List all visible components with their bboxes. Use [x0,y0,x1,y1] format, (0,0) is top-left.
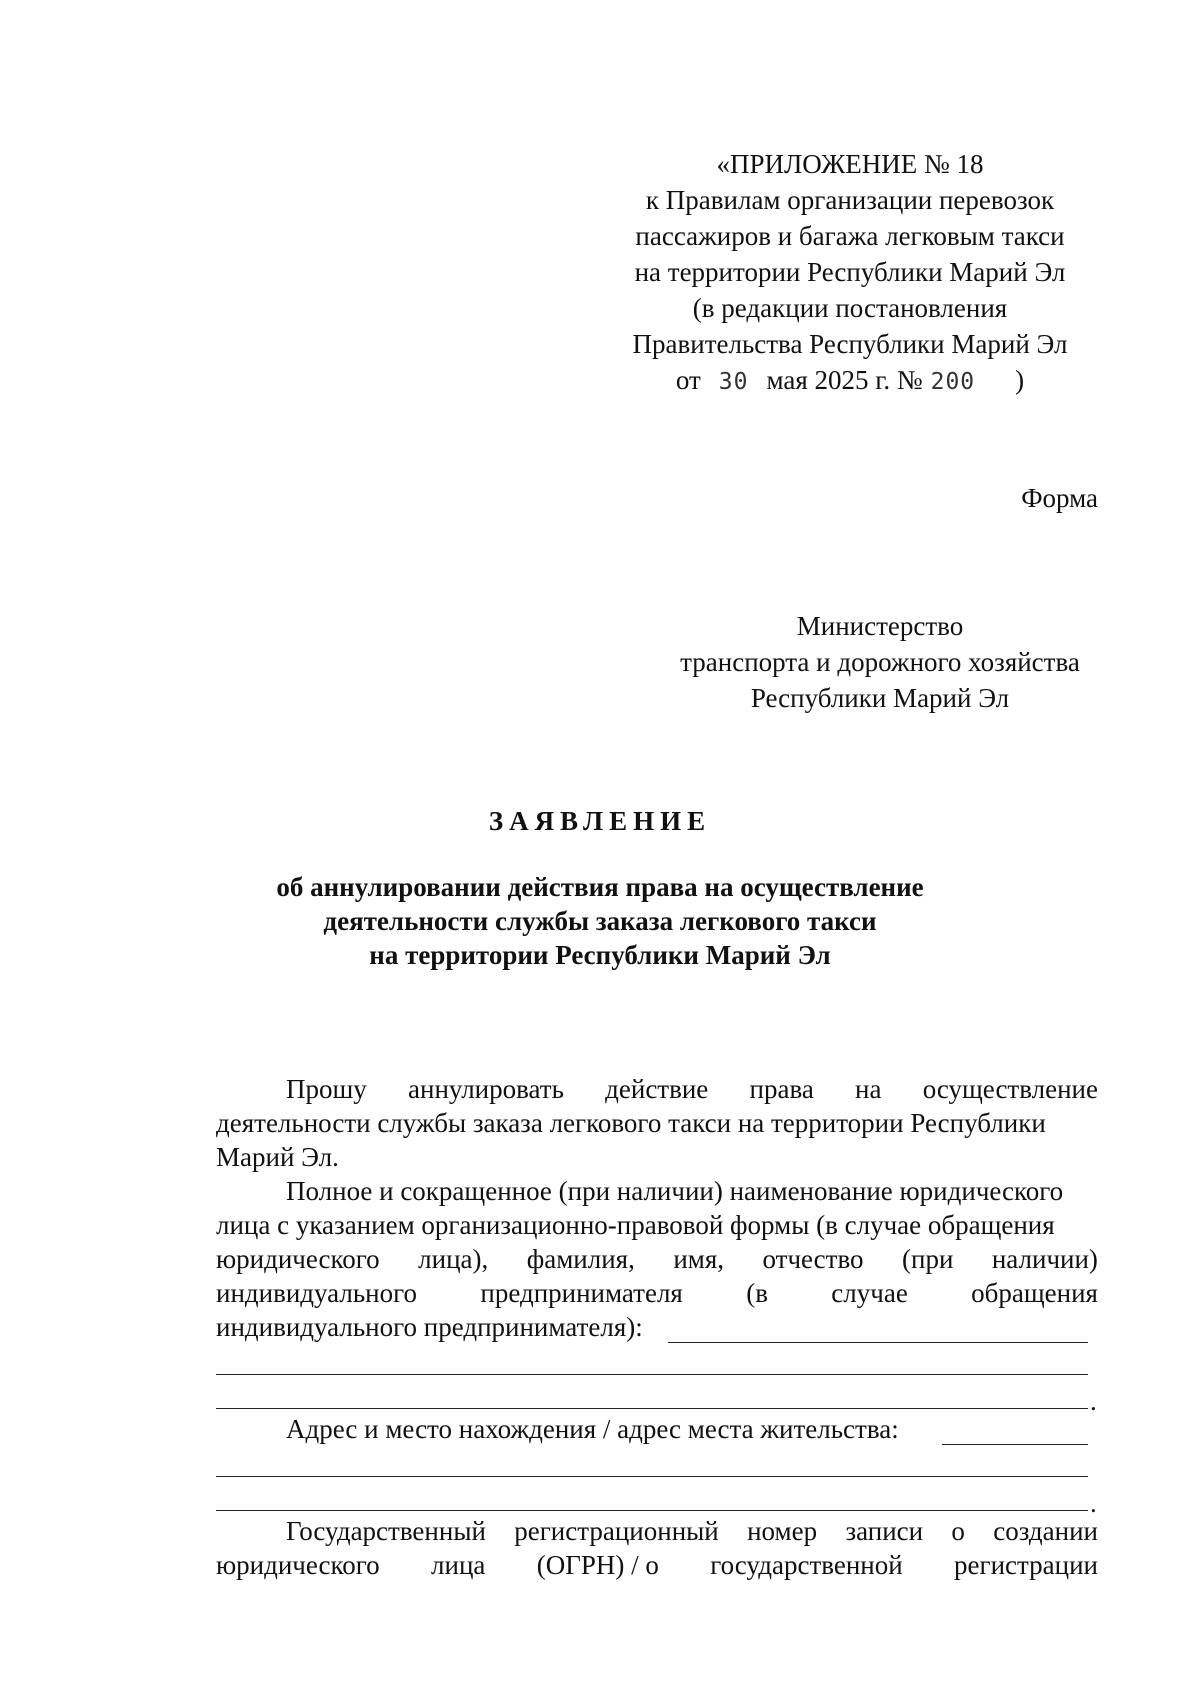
word: государственной [710,1550,903,1580]
name-field-line-2[interactable] [216,1374,1088,1375]
word: Государственный [286,1516,486,1546]
address-field-period: . [1090,1488,1097,1518]
address-field-line-3[interactable] [216,1510,1088,1511]
date-middle: мая 2025 г. № [766,365,923,395]
name-field-period: . [1090,1386,1097,1416]
word: предпринимателя [480,1278,683,1308]
paragraph-1-line-1 [286,1072,1098,1106]
word: права [749,1074,814,1104]
word: имя, [673,1244,725,1274]
addressee-line: транспорта и дорожного хозяйства [680,647,1080,677]
addressee-block [650,608,1110,716]
paragraph-2-line-5 [216,1310,643,1344]
subtitle-line: деятельности службы заказа легкового такси [323,906,877,936]
word: создании [993,1516,1098,1546]
word: случае [831,1278,908,1308]
word: наличии) [991,1244,1098,1274]
address-field-label: Адрес и место нахождения / адрес места жительства: [286,1414,899,1444]
address-field-line-2[interactable] [216,1476,1088,1477]
addressee-line: Министерство [796,611,964,641]
subtitle-line: об аннулировании действия права на осуществление [276,872,924,902]
document-title: ЗАЯВЛЕНИЕ [488,806,712,836]
name-field-label: индивидуального предпринимателя): [216,1312,643,1342]
document-subtitle [200,870,1000,972]
word: о [951,1516,965,1546]
address-field-line-1[interactable] [942,1444,1088,1445]
paragraph-2-line-4 [216,1276,1098,1310]
paragraph-4-line-2 [216,1548,1098,1582]
word: на [855,1074,882,1104]
word: юридического [216,1244,380,1274]
paragraph-1-line-2: деятельности службы заказа легкового такси на территории Республики [216,1108,1046,1138]
word: лица [431,1550,486,1580]
paragraph-2-line-1: Полное и сокращенное (при наличии) наименование юридического [286,1176,1064,1206]
word: аннулировать [408,1074,564,1104]
word: фамилия, [526,1244,635,1274]
appendix-line: к Правилам организации перевозок [645,185,1055,215]
paragraph-2-line-3 [216,1242,1098,1276]
word: записи [845,1516,924,1546]
word: (ОГРН) / о [536,1550,659,1580]
word: юридического [216,1550,380,1580]
form-label: Форма [1021,483,1098,513]
word: обращения [971,1278,1098,1308]
appendix-line: пассажиров и багажа легковым такси [635,221,1065,251]
word: регистрационный [514,1516,719,1546]
appendix-date-line [600,362,1100,400]
appendix-block [600,146,1100,400]
word: индивидуального [216,1278,418,1308]
name-field-line-3[interactable] [216,1408,1088,1409]
appendix-line: (в редакции постановления [692,293,1008,323]
word: лица), [418,1244,489,1274]
word: осуществление [922,1074,1098,1104]
paragraph-2-line-2: лица с указанием организационно-правовой формы (в случае обращения [216,1210,1055,1240]
paragraph-4-line-1 [286,1514,1098,1548]
word: действие [605,1074,709,1104]
addressee-line: Республики Марий Эл [750,683,1010,713]
paragraph-1-line-3: Марий Эл. [216,1142,339,1172]
word: (в [746,1278,768,1308]
date-suffix: ) [1015,365,1025,395]
date-prefix: от [675,365,701,395]
word: номер [747,1516,818,1546]
appendix-title: «ПРИЛОЖЕНИЕ № 18 [716,149,984,179]
appendix-line: на территории Республики Марий Эл [634,257,1066,287]
subtitle-line: на территории Республики Марий Эл [369,940,831,970]
resolution-number: 200 [930,369,976,395]
word: регистрации [954,1550,1098,1580]
appendix-line: Правительства Республики Марий Эл [632,329,1068,359]
word: (при [902,1244,954,1274]
word: отчество [762,1244,864,1274]
word: Прошу [286,1074,367,1104]
name-field-line-1[interactable] [668,1342,1088,1343]
date-day: 30 [718,369,749,395]
